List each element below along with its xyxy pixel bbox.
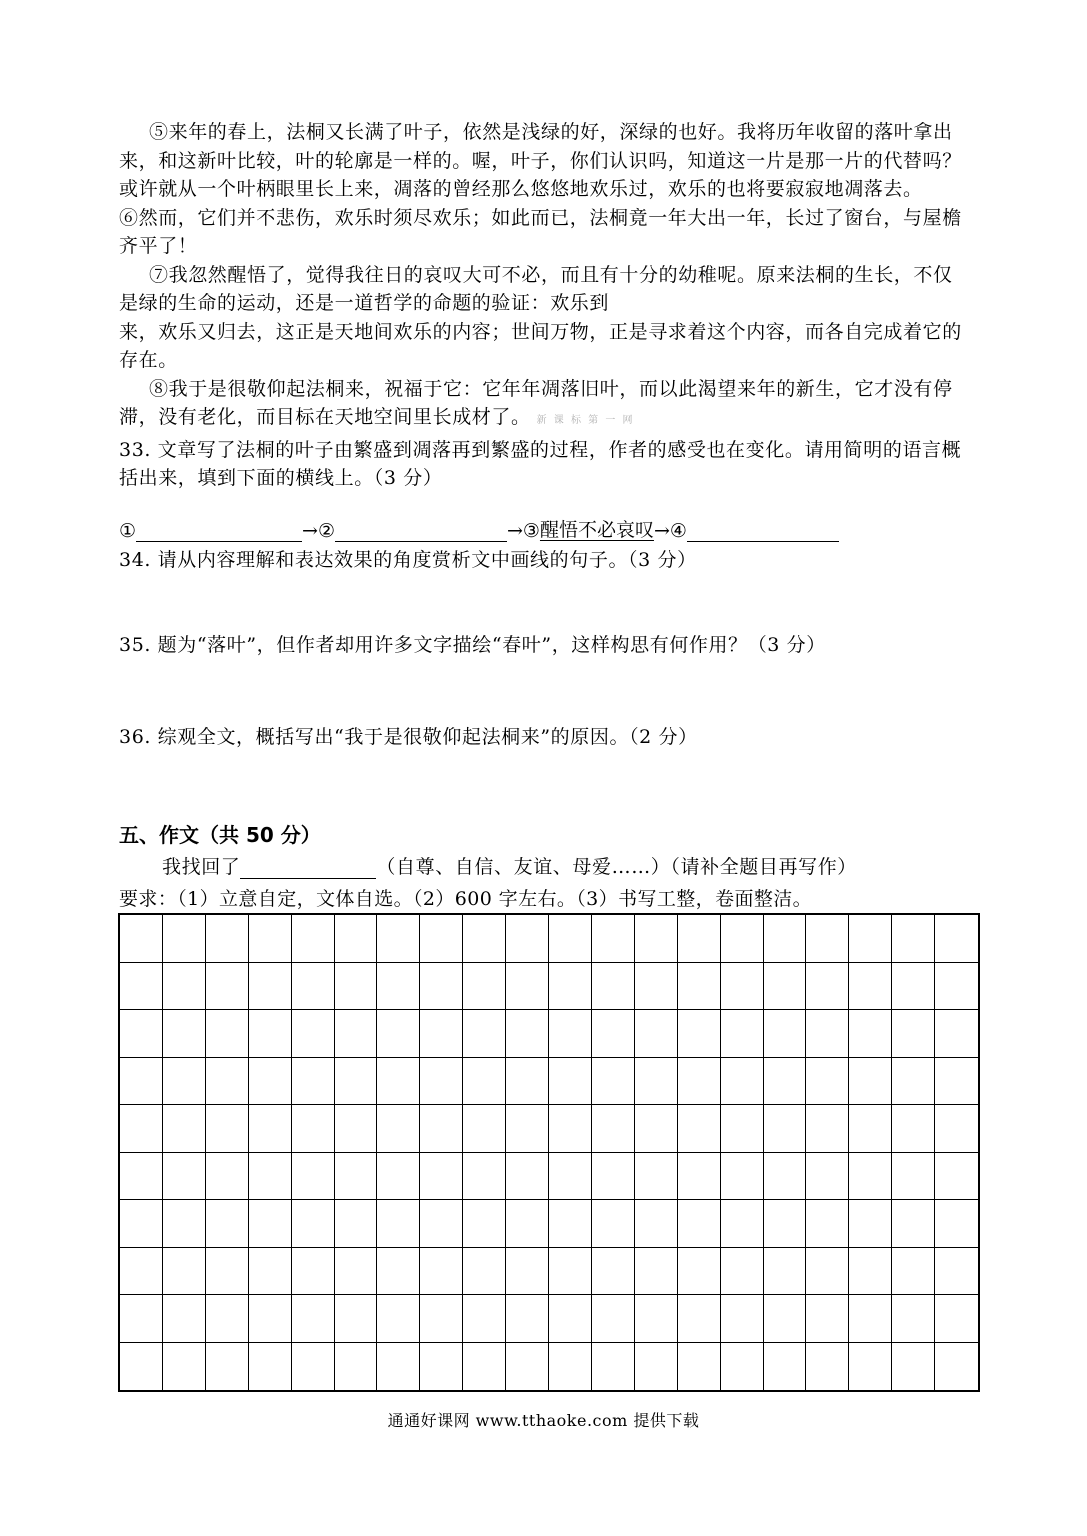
grid-cell[interactable]	[206, 1105, 249, 1153]
grid-cell[interactable]	[635, 1295, 678, 1343]
grid-cell[interactable]	[892, 1200, 935, 1248]
grid-cell[interactable]	[420, 1153, 463, 1201]
grid-cell[interactable]	[463, 1058, 506, 1106]
grid-cell[interactable]	[506, 1248, 549, 1296]
grid-cell[interactable]	[420, 963, 463, 1011]
composition-requirements: 要求：（1）立意自定，文体自选。（2）600 字左右。（3）书写工整，卷面整洁。	[119, 888, 813, 910]
paragraph-5: ⑤来年的春上，法桐又长满了叶子，依然是浅绿的好，深绿的也好。我将历年收留的落叶拿出来，和这新叶比较，叶的轮廓是一样的。喔，叶子，你们认识吗，知道这一片是那一片的代替吗？或许就从一个叶柄眼里长上来，凋落的曾经那么悠悠地欢乐过，欢乐的也将要寂寂地凋落去。	[119, 121, 962, 200]
grid-cell[interactable]	[292, 1295, 335, 1343]
grid-cell[interactable]	[806, 1295, 849, 1343]
question-36: 36. 综观全文，概括写出“我于是很敬仰起法桐来”的原因。（2 分）	[119, 726, 698, 748]
grid-cell[interactable]	[463, 1295, 506, 1343]
arrow-3: →③	[507, 520, 540, 542]
grid-cell[interactable]	[678, 1105, 721, 1153]
question-35: 35. 题为“落叶”，但作者却用许多文字描绘“春叶”，这样构思有何作用？（3 分）	[119, 634, 826, 656]
grid-cell[interactable]	[335, 1295, 378, 1343]
grid-cell[interactable]	[377, 963, 420, 1011]
grid-cell[interactable]	[506, 1058, 549, 1106]
grid-cell[interactable]	[120, 963, 163, 1011]
grid-cell[interactable]	[249, 1248, 292, 1296]
grid-cell[interactable]	[292, 1248, 335, 1296]
grid-cell[interactable]	[764, 1105, 807, 1153]
grid-cell[interactable]	[249, 1010, 292, 1058]
grid-cell[interactable]	[206, 1058, 249, 1106]
grid-cell[interactable]	[292, 1343, 335, 1391]
grid-cell[interactable]	[892, 1248, 935, 1296]
grid-cell[interactable]	[206, 1010, 249, 1058]
grid-cell[interactable]	[849, 1343, 892, 1391]
grid-cell[interactable]	[635, 1343, 678, 1391]
grid-cell[interactable]	[120, 1295, 163, 1343]
grid-cell[interactable]	[935, 1058, 978, 1106]
grid-cell[interactable]	[592, 1010, 635, 1058]
grid-cell[interactable]	[420, 1295, 463, 1343]
grid-cell[interactable]	[935, 1010, 978, 1058]
grid-cell[interactable]	[163, 1058, 206, 1106]
paragraph-8: ⑧我于是很敬仰起法桐来，祝福于它：它年年凋落旧叶，而以此渴望来年的新生，它才没有停滞，没有老化，而目标在天地空间里长成材了。 新 课 标 第 一 网	[119, 377, 953, 428]
reading-passage	[119, 118, 969, 493]
grid-cell[interactable]	[678, 1248, 721, 1296]
grid-cell[interactable]	[721, 963, 764, 1011]
grid-cell[interactable]	[292, 915, 335, 963]
grid-cell[interactable]	[849, 1058, 892, 1106]
grid-cell[interactable]	[592, 1248, 635, 1296]
grid-cell[interactable]	[549, 1343, 592, 1391]
grid-cell[interactable]	[892, 915, 935, 963]
grid-cell[interactable]	[420, 1058, 463, 1106]
grid-cell[interactable]	[377, 1058, 420, 1106]
paragraph-7b: 来，欢乐又归去，这正是天地间欢乐的内容；世间万物，正是寻求着这个内容，而各自完成着它的存在。	[119, 320, 962, 371]
q33-answer-line	[119, 515, 839, 542]
grid-cell[interactable]	[635, 915, 678, 963]
grid-cell[interactable]	[892, 963, 935, 1011]
grid-cell[interactable]	[506, 1200, 549, 1248]
grid-cell[interactable]	[506, 915, 549, 963]
grid-cell[interactable]	[892, 1343, 935, 1391]
arrow-2: →②	[302, 520, 335, 542]
grid-cell[interactable]	[249, 1200, 292, 1248]
grid-cell[interactable]	[335, 1248, 378, 1296]
grid-cell[interactable]	[249, 1153, 292, 1201]
grid-cell[interactable]	[635, 1010, 678, 1058]
grid-cell[interactable]	[292, 1200, 335, 1248]
grid-cell[interactable]	[592, 963, 635, 1011]
grid-cell[interactable]	[592, 1058, 635, 1106]
grid-cell[interactable]	[292, 1058, 335, 1106]
grid-cell[interactable]	[249, 915, 292, 963]
grid-cell[interactable]	[764, 1153, 807, 1201]
grid-cell[interactable]	[249, 1295, 292, 1343]
grid-cell[interactable]	[635, 1153, 678, 1201]
grid-cell[interactable]	[163, 1010, 206, 1058]
grid-cell[interactable]	[249, 1105, 292, 1153]
grid-cell[interactable]	[849, 1248, 892, 1296]
grid-cell[interactable]	[549, 1010, 592, 1058]
grid-cell[interactable]	[849, 1105, 892, 1153]
grid-cell[interactable]	[635, 1248, 678, 1296]
grid-cell[interactable]	[249, 1343, 292, 1391]
arrow-4: →④	[653, 520, 687, 542]
grid-cell[interactable]	[721, 1105, 764, 1153]
grid-cell[interactable]	[120, 1343, 163, 1391]
grid-cell[interactable]	[764, 915, 807, 963]
grid-cell[interactable]	[335, 915, 378, 963]
grid-cell[interactable]	[377, 1105, 420, 1153]
grid-cell[interactable]	[935, 1105, 978, 1153]
grid-cell[interactable]	[206, 1343, 249, 1391]
grid-cell[interactable]	[292, 1010, 335, 1058]
grid-cell[interactable]	[721, 1153, 764, 1201]
grid-cell[interactable]	[463, 915, 506, 963]
grid-cell[interactable]	[721, 1295, 764, 1343]
grid-cell[interactable]	[377, 1200, 420, 1248]
grid-cell[interactable]	[292, 1153, 335, 1201]
grid-cell[interactable]	[721, 1058, 764, 1106]
grid-cell[interactable]	[206, 915, 249, 963]
grid-cell[interactable]	[463, 1105, 506, 1153]
grid-cell[interactable]	[163, 1248, 206, 1296]
question-33: 33. 文章写了法桐的叶子由繁盛到凋落再到繁盛的过程，作者的感受也在变化。请用简明的语言概括出来，填到下面的横线上。（3 分）	[119, 438, 962, 489]
grid-cell[interactable]	[849, 1200, 892, 1248]
grid-cell[interactable]	[377, 1248, 420, 1296]
grid-cell[interactable]	[721, 1200, 764, 1248]
writing-grid[interactable]	[118, 913, 980, 1392]
grid-cell[interactable]	[549, 1200, 592, 1248]
grid-cell[interactable]	[249, 963, 292, 1011]
grid-cell[interactable]	[892, 1153, 935, 1201]
grid-cell[interactable]	[206, 1248, 249, 1296]
grid-cell[interactable]	[506, 1295, 549, 1343]
grid-cell[interactable]	[806, 1248, 849, 1296]
composition-prompt: 我找回了 （自尊、自信、友谊、母爱……）（请补全题目再写作）	[162, 856, 857, 878]
grid-cell[interactable]	[292, 963, 335, 1011]
grid-cell[interactable]	[377, 1343, 420, 1391]
grid-cell[interactable]	[764, 1058, 807, 1106]
grid-cell[interactable]	[549, 1058, 592, 1106]
grid-cell[interactable]	[892, 1105, 935, 1153]
grid-cell[interactable]	[377, 1010, 420, 1058]
grid-cell[interactable]	[806, 1200, 849, 1248]
grid-cell[interactable]	[506, 1105, 549, 1153]
grid-cell[interactable]	[592, 1153, 635, 1201]
answer-blank-2[interactable]	[335, 517, 507, 542]
section-title-composition: 五、作文（共 50 分）	[119, 823, 321, 847]
grid-cell[interactable]	[163, 1200, 206, 1248]
grid-cell[interactable]	[764, 1343, 807, 1391]
grid-cell[interactable]	[163, 1295, 206, 1343]
grid-cell[interactable]	[549, 1153, 592, 1201]
grid-cell[interactable]	[120, 1200, 163, 1248]
grid-cell[interactable]	[377, 915, 420, 963]
grid-cell[interactable]	[764, 1295, 807, 1343]
grid-cell[interactable]	[335, 1058, 378, 1106]
grid-cell[interactable]	[463, 963, 506, 1011]
answer-filled-3: 醒悟不必哀叹	[539, 519, 654, 541]
grid-cell[interactable]	[678, 963, 721, 1011]
grid-cell[interactable]	[420, 1343, 463, 1391]
grid-cell[interactable]	[206, 963, 249, 1011]
grid-cell[interactable]	[849, 1010, 892, 1058]
grid-cell[interactable]	[120, 1248, 163, 1296]
grid-cell[interactable]	[678, 1010, 721, 1058]
grid-cell[interactable]	[592, 915, 635, 963]
grid-cell[interactable]	[849, 1153, 892, 1201]
grid-cell[interactable]	[892, 1058, 935, 1106]
grid-cell[interactable]	[206, 1200, 249, 1248]
grid-cell[interactable]	[764, 963, 807, 1011]
grid-cell[interactable]	[335, 1105, 378, 1153]
grid-cell[interactable]	[764, 1248, 807, 1296]
grid-cell[interactable]	[163, 915, 206, 963]
grid-cell[interactable]	[892, 1010, 935, 1058]
grid-cell[interactable]	[420, 1248, 463, 1296]
grid-cell[interactable]	[935, 1200, 978, 1248]
grid-cell[interactable]	[335, 1010, 378, 1058]
grid-cell[interactable]	[163, 1343, 206, 1391]
paragraph-6: ⑥然而，它们并不悲伤，欢乐时须尽欢乐；如此而已，法桐竟一年大出一年，长过了窗台，与屋檐齐平了！	[119, 206, 962, 257]
grid-cell[interactable]	[592, 1295, 635, 1343]
grid-cell[interactable]	[678, 915, 721, 963]
grid-cell[interactable]	[635, 963, 678, 1011]
grid-cell[interactable]	[506, 1153, 549, 1201]
grid-cell[interactable]	[506, 963, 549, 1011]
grid-cell[interactable]	[678, 1200, 721, 1248]
grid-cell[interactable]	[678, 1058, 721, 1106]
grid-cell[interactable]	[935, 915, 978, 963]
grid-cell[interactable]	[120, 1105, 163, 1153]
grid-cell[interactable]	[463, 1343, 506, 1391]
grid-cell[interactable]	[935, 1248, 978, 1296]
grid-cell[interactable]	[806, 1343, 849, 1391]
grid-cell[interactable]	[806, 1153, 849, 1201]
grid-cell[interactable]	[806, 1010, 849, 1058]
page-footer: 通通好课网 www.tthaoke.com 提供下载	[387, 1411, 700, 1430]
grid-cell[interactable]	[721, 1248, 764, 1296]
grid-cell[interactable]	[292, 1105, 335, 1153]
grid-cell[interactable]	[764, 1010, 807, 1058]
grid-cell[interactable]	[206, 1295, 249, 1343]
grid-cell[interactable]	[935, 1343, 978, 1391]
grid-cell[interactable]	[335, 963, 378, 1011]
grid-cell[interactable]	[635, 1058, 678, 1106]
question-34: 34. 请从内容理解和表达效果的角度赏析文中画线的句子。（3 分）	[119, 549, 697, 571]
grid-cell[interactable]	[678, 1343, 721, 1391]
grid-cell[interactable]	[678, 1295, 721, 1343]
grid-cell[interactable]	[120, 915, 163, 963]
grid-cell[interactable]	[420, 915, 463, 963]
grid-cell[interactable]	[506, 1343, 549, 1391]
grid-cell[interactable]	[463, 1200, 506, 1248]
grid-cell[interactable]	[635, 1105, 678, 1153]
grid-cell[interactable]	[849, 915, 892, 963]
grid-cell[interactable]	[892, 1295, 935, 1343]
grid-cell[interactable]	[420, 1010, 463, 1058]
grid-cell[interactable]	[549, 1105, 592, 1153]
title-blank[interactable]	[240, 858, 376, 879]
grid-cell[interactable]	[678, 1153, 721, 1201]
grid-cell[interactable]	[335, 1200, 378, 1248]
grid-cell[interactable]	[635, 1200, 678, 1248]
grid-cell[interactable]	[163, 1153, 206, 1201]
grid-cell[interactable]	[592, 1200, 635, 1248]
grid-cell[interactable]	[549, 1295, 592, 1343]
grid-cell[interactable]	[806, 1105, 849, 1153]
grid-cell[interactable]	[206, 1153, 249, 1201]
grid-cell[interactable]	[120, 1010, 163, 1058]
grid-cell[interactable]	[377, 1295, 420, 1343]
grid-cell[interactable]	[120, 1058, 163, 1106]
grid-cell[interactable]	[463, 1248, 506, 1296]
grid-cell[interactable]	[120, 1153, 163, 1201]
grid-cell[interactable]	[420, 1200, 463, 1248]
answer-blank-4[interactable]	[687, 517, 839, 542]
grid-cell[interactable]	[721, 1343, 764, 1391]
grid-cell[interactable]	[849, 1295, 892, 1343]
paragraph-7a: ⑦我忽然醒悟了，觉得我往日的哀叹大可不必，而且有十分的幼稚呢。原来法桐的生长，不仅是绿的生命的运动，还是一道哲学的命题的验证：欢乐到	[119, 263, 953, 314]
marker-1: ①	[119, 520, 137, 542]
grid-cell[interactable]	[335, 1343, 378, 1391]
grid-cell[interactable]	[806, 1058, 849, 1106]
grid-cell[interactable]	[463, 1153, 506, 1201]
grid-cell[interactable]	[506, 1010, 549, 1058]
grid-cell[interactable]	[249, 1058, 292, 1106]
watermark: 新 课 标 第 一 网	[536, 415, 635, 426]
grid-cell[interactable]	[806, 915, 849, 963]
grid-cell[interactable]	[764, 1200, 807, 1248]
grid-cell[interactable]	[463, 1010, 506, 1058]
answer-blank-1[interactable]	[136, 517, 302, 542]
grid-cell[interactable]	[849, 963, 892, 1011]
grid-cell[interactable]	[549, 915, 592, 963]
grid-cell[interactable]	[420, 1105, 463, 1153]
grid-cell[interactable]	[935, 1295, 978, 1343]
grid-cell[interactable]	[163, 963, 206, 1011]
grid-cell[interactable]	[806, 963, 849, 1011]
grid-cell[interactable]	[721, 1010, 764, 1058]
grid-cell[interactable]	[549, 1248, 592, 1296]
grid-cell[interactable]	[549, 963, 592, 1011]
grid-cell[interactable]	[935, 963, 978, 1011]
grid-cell[interactable]	[935, 1153, 978, 1201]
grid-cell[interactable]	[592, 1343, 635, 1391]
grid-cell[interactable]	[163, 1105, 206, 1153]
grid-cell[interactable]	[592, 1105, 635, 1153]
grid-cell[interactable]	[377, 1153, 420, 1201]
grid-cell[interactable]	[335, 1153, 378, 1201]
grid-cell[interactable]	[721, 915, 764, 963]
